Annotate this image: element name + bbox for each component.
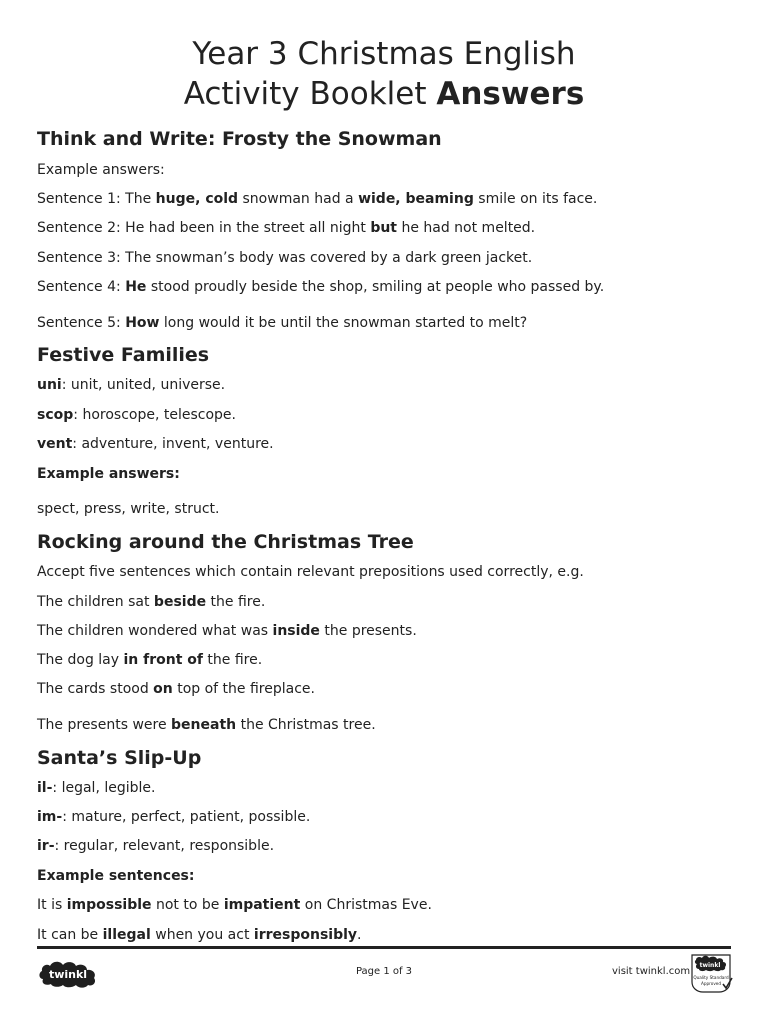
bold-text: on xyxy=(153,681,173,697)
text-line xyxy=(37,927,361,943)
text-line xyxy=(37,250,532,266)
title-line-2-bold: Answers xyxy=(436,76,585,112)
text-line xyxy=(37,315,527,331)
text-run: : regular, relevant, responsible. xyxy=(54,838,275,854)
text-line xyxy=(37,279,604,295)
text-line xyxy=(37,780,155,796)
text-line xyxy=(37,407,236,423)
page-number: Page 1 of 3 xyxy=(355,966,413,977)
section-heading-santas-slip-up: Santa’s Slip-Up xyxy=(37,747,202,769)
text-line xyxy=(37,897,432,913)
footer-divider xyxy=(37,946,731,949)
text-run: : unit, united, universe. xyxy=(61,377,226,393)
text-run: The children sat xyxy=(37,594,154,610)
text-run: Example answers: xyxy=(37,162,165,178)
text-run: The cards stood xyxy=(37,681,154,697)
text-run: the Christmas tree. xyxy=(236,717,376,733)
bold-text: impatient xyxy=(223,897,301,913)
text-run: the fire. xyxy=(202,652,263,668)
text-line xyxy=(37,594,265,610)
text-line xyxy=(37,717,376,733)
text-line xyxy=(37,436,274,452)
visit-link[interactable]: visit twinkl.com xyxy=(612,966,691,977)
text-run: on Christmas Eve. xyxy=(300,897,432,913)
bold-text: illegal xyxy=(102,927,151,943)
bold-text: wide, beaming xyxy=(358,191,474,207)
bold-text: Example answers: xyxy=(37,466,180,482)
bold-text: in front of xyxy=(123,652,203,668)
text-run: : adventure, invent, venture. xyxy=(72,436,274,452)
bold-text: beside xyxy=(153,594,207,610)
section-heading-frosty: Think and Write: Frosty the Snowman xyxy=(37,128,442,150)
text-line xyxy=(37,809,310,825)
text-run: It can be xyxy=(37,927,103,943)
bold-text: vent xyxy=(37,436,73,452)
text-line xyxy=(37,162,165,178)
badge-text-line-2: Approved xyxy=(700,981,722,986)
text-run: Sentence 5: xyxy=(37,315,126,331)
text-line xyxy=(37,501,219,517)
text-run: The dog lay xyxy=(37,652,124,668)
text-run: Sentence 2: He had been in the street all night xyxy=(37,220,371,236)
bold-text: scop xyxy=(37,407,74,423)
text-run: The presents were xyxy=(37,717,172,733)
text-run: he had not melted. xyxy=(397,220,536,236)
text-line xyxy=(37,652,262,668)
bold-text: huge, cold xyxy=(155,191,239,207)
text-run: : legal, legible. xyxy=(52,780,156,796)
text-line xyxy=(37,466,180,482)
text-run: top of the fireplace. xyxy=(172,681,315,697)
text-line xyxy=(37,191,597,207)
badge-logo-text: twinkl xyxy=(699,962,721,969)
text-run: Sentence 4: xyxy=(37,279,126,295)
logo-text: twinkl xyxy=(48,968,88,981)
text-line xyxy=(37,681,315,697)
bold-text: il- xyxy=(37,780,53,796)
bold-text: He xyxy=(125,279,147,295)
bold-text: How xyxy=(125,315,160,331)
text-run: long would it be until the snowman started to melt? xyxy=(159,315,528,331)
text-run: stood proudly beside the shop, smiling at people who passed by. xyxy=(146,279,605,295)
text-run: not to be xyxy=(151,897,224,913)
text-run: : mature, perfect, patient, possible. xyxy=(62,809,311,825)
text-run: It is xyxy=(37,897,67,913)
bold-text: irresponsibly xyxy=(253,927,358,943)
text-run: Sentence 3: The snowman’s body was covered by a dark green jacket. xyxy=(37,250,533,266)
document-title xyxy=(0,34,768,114)
text-line xyxy=(37,623,417,639)
text-run: smile on its face. xyxy=(473,191,598,207)
section-heading-festive-families: Festive Families xyxy=(37,344,210,366)
text-line xyxy=(37,838,274,854)
quality-standard-badge-icon xyxy=(689,952,733,994)
text-run: when you act xyxy=(150,927,254,943)
text-run: the fire. xyxy=(206,594,266,610)
text-run: snowman had a xyxy=(238,191,359,207)
text-run: the presents. xyxy=(319,623,417,639)
text-line xyxy=(37,564,584,580)
badge-text-line-1: Quality Standard xyxy=(693,975,729,980)
title-line-2 xyxy=(0,74,768,114)
bold-text: ir- xyxy=(37,838,55,854)
text-run: The children wondered what was xyxy=(37,623,273,639)
title-line-1: Year 3 Christmas English xyxy=(192,36,576,72)
bold-text: impossible xyxy=(66,897,152,913)
bold-text: im- xyxy=(37,809,63,825)
bold-text: but xyxy=(370,220,397,236)
text-line xyxy=(37,868,195,884)
text-run: . xyxy=(357,927,362,943)
text-run: Sentence 1: The xyxy=(37,191,156,207)
text-run: spect, press, write, struct. xyxy=(37,501,220,517)
text-run: : horoscope, telescope. xyxy=(73,407,236,423)
bold-text: uni xyxy=(37,377,62,393)
text-line xyxy=(37,377,225,393)
text-run: Accept five sentences which contain relevant prepositions used correctly, e.g. xyxy=(37,564,584,580)
bold-text: beneath xyxy=(171,717,237,733)
bold-text: Example sentences: xyxy=(37,868,195,884)
title-line-2-normal: Activity Booklet xyxy=(183,76,427,112)
section-heading-rocking: Rocking around the Christmas Tree xyxy=(37,531,414,553)
text-line xyxy=(37,220,535,236)
bold-text: inside xyxy=(272,623,320,639)
